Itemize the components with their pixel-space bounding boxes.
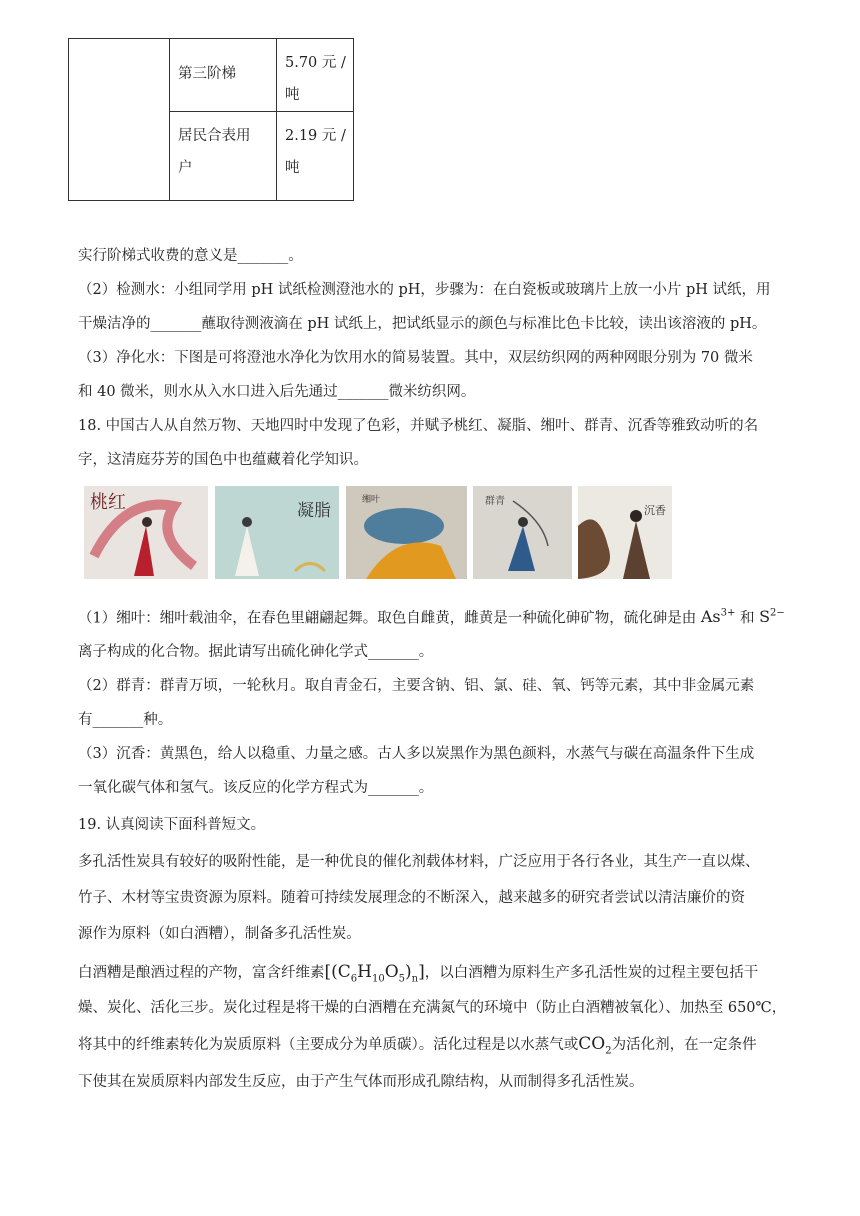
arsenic-charge: 3+ [720, 608, 736, 619]
text-line: 实行阶梯式收费的意义是_______。 [78, 248, 303, 264]
image-agarwood [578, 486, 672, 579]
paragraph2-line4: 下使其在炭质原料内部发生反应，由于产生气体而形成孔隙结构，从而制得多孔活性炭。 [78, 1074, 644, 1090]
formula-hydrogen-count: 10 [371, 973, 385, 985]
combined-label-a: 居民合表用 [178, 128, 251, 144]
arsenic-symbol: As [700, 607, 721, 627]
part3-line1: （3）沉香：黄黑色，给人以稳重、力量之感。古人多以炭黑作为黑色颜料，水蒸气与碳在高温条件下生成 [78, 746, 755, 762]
part1-text: （1）缃叶：缃叶载油伞，在春色里翩翩起舞。取色自雌黄，雌黄是一种硫化砷矿物，硫化砷是由 [78, 610, 697, 627]
text-line: 干燥洁净的_______蘸取待测液滴在 pH 试纸上，把试纸显示的颜色与标准比色卡比较，读出该溶液的 pH。 [78, 316, 767, 332]
formula-carbon-count: 6 [350, 973, 358, 985]
text-line: 和 40 微米，则水从入水口进入后先通过_______微米纺织网。 [78, 384, 476, 400]
tier3-price-a: 5.70 元 / [285, 55, 346, 71]
sulfide-ion [759, 607, 785, 626]
tier3-price-b: 吨 [285, 87, 300, 103]
image-agarwood-caption: 沉香 [644, 504, 666, 517]
and-text: 和 [739, 610, 755, 627]
image-ultramarine [473, 486, 572, 579]
formula-carbon: C [337, 962, 351, 982]
paragraph2-text-c: 将其中的纤维素转化为炭质原料（主要成分为单质碳）。活化过程是以水蒸气或 [78, 1037, 579, 1053]
arsenic-ion [701, 607, 736, 626]
paragraph2-text-a: 白酒糟是酿酒过程的产物，富含纤维素 [78, 965, 325, 981]
paragraph2-line3 [78, 1034, 757, 1061]
co2-subscript: 2 [605, 1045, 612, 1057]
combined-price-b: 吨 [285, 160, 300, 176]
table-cell-tier3 [170, 39, 277, 112]
paragraph2-line2: 燥、炭化、活化三步。炭化过程是将干燥的白酒糟在充满氮气的环境中（防止白酒糟被氧化）、加热至 650℃， [78, 1000, 787, 1016]
table-row [69, 39, 354, 112]
combined-price-a: 2.19 元 / [285, 128, 346, 144]
tier3-label: 第三阶梯 [178, 66, 236, 82]
paragraph2-text-b: ，以白酒糟为原料生产多孔活性炭的过程主要包括干 [424, 965, 759, 981]
image-light-yellow-leaf [346, 486, 467, 579]
co2-formula [578, 1034, 612, 1057]
image-ultramarine-caption: 群青 [485, 496, 505, 507]
table-cell-combined [170, 112, 277, 201]
paragraph2-text-d: 为活化剂，在一定条件 [611, 1037, 757, 1053]
cellulose-formula: $[(C_6H_{10}O_5)_n]$ [324, 962, 425, 985]
image-peach-red [84, 486, 208, 579]
paragraph1-line1: 多孔活性炭具有较好的吸附性能，是一种优良的催化剂载体材料，广泛应用于各行各业，其生产一直以煤、 [78, 854, 760, 870]
sulfide-charge: 2− [770, 608, 785, 619]
text-line: （2）检测水：小组同学用 pH 试纸检测澄池水的 pH，步骤为：在白瓷板或玻璃片上放一小片 pH 试纸，用 [78, 282, 771, 298]
part1-line2: 离子构成的化合物。据此请写出硫化砷化学式_______。 [78, 644, 434, 660]
question-18-line1: 18. 中国古人从自然万物、天地四时中发现了色彩，并赋予桃红、凝脂、缃叶、群青、沉香等雅致动听的名 [78, 418, 759, 434]
paragraph1-line2: 竹子、木材等宝贵资源为原料。随着可持续发展理念的不断深入，越来越多的研究者尝试以清洁廉价的资 [78, 890, 745, 906]
part3-line2: 一氧化碳气体和氢气。该反应的化学方程式为_______。 [78, 780, 434, 796]
paragraph2-line1 [78, 962, 758, 989]
part2-line1: （2）群青：群青万顷，一轮秋月。取自青金石，主要含钠、铝、氯、硅、氧、钙等元素，其中非金属元素 [78, 678, 755, 694]
image-peach-red-caption: 桃红 [90, 492, 126, 513]
image-congealed-fat [215, 486, 339, 579]
sulfur-symbol: S [759, 607, 771, 627]
part2-line2: 有_______种。 [78, 712, 173, 728]
table-cell-combined-price [277, 112, 354, 201]
formula-polymer-n: n [411, 973, 419, 985]
combined-label-b: 户 [178, 160, 193, 176]
formula-hydrogen: H [357, 962, 372, 982]
image-congealed-fat-caption: 凝脂 [297, 501, 331, 521]
question-18-line2: 字，这清庭芬芳的国色中也蕴藏着化学知识。 [78, 452, 368, 468]
co2-symbol: CO [578, 1034, 606, 1054]
paragraph1-line3: 源作为原料（如白酒糟），制备多孔活性炭。 [78, 926, 361, 942]
image-light-yellow-leaf-caption: 缃叶 [362, 495, 381, 505]
table-cell-empty [69, 39, 170, 201]
formula-oxygen: O [384, 962, 399, 982]
text-line: （3）净化水：下图是可将澄池水净化为饮用水的简易装置。其中，双层纺织网的两种网眼分别为 70 微米 [78, 350, 753, 366]
formula-oxygen-count: 5 [398, 973, 406, 985]
question-19-title: 19. 认真阅读下面科普短文。 [78, 817, 266, 833]
part1-line1 [78, 604, 785, 628]
table-cell-tier3-price [277, 39, 354, 112]
water-fee-table [68, 38, 354, 201]
